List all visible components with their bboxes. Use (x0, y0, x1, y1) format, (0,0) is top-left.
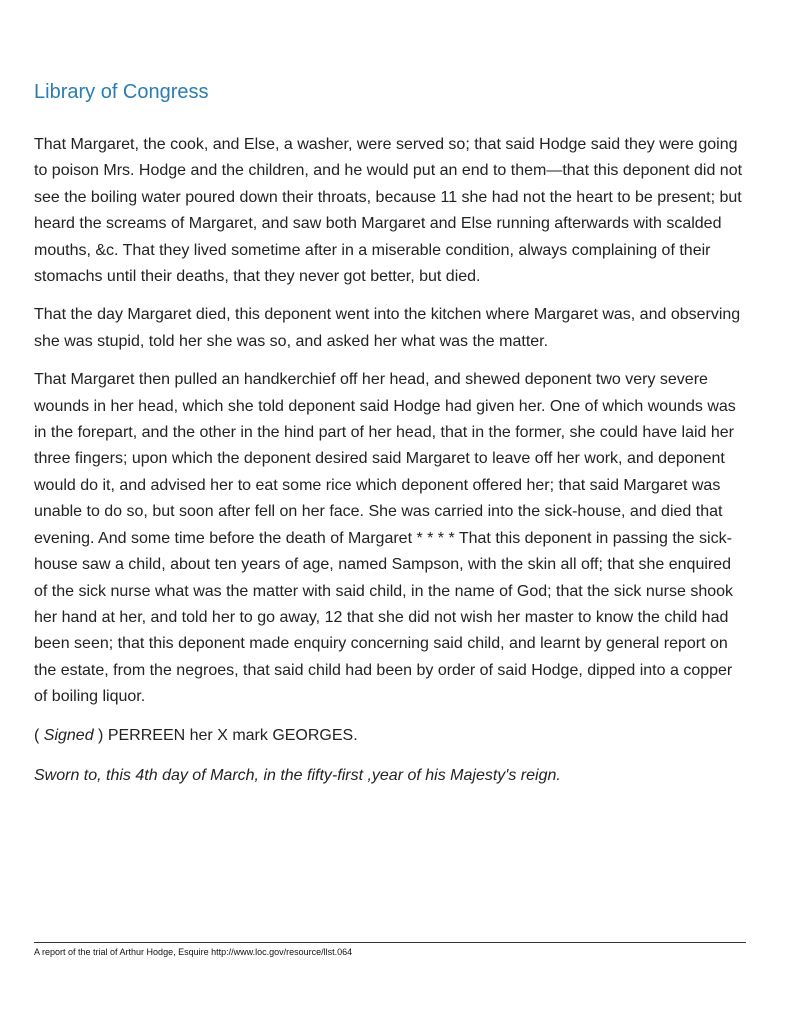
signature-open-paren: ( (34, 726, 44, 744)
paragraph-1: That Margaret, the cook, and Else, a washer, were served so; that said Hodge said they were going to poison Mrs. Hodge and the children, and he would put an end to them—that this deponent did not see the boiling water poured down their throats, because 11 she had not the heart to be present; but heard the screams of Margaret, and saw both Margaret and Else running afterwards with scalded mouths, &c. That they lived sometime after in a miserable condition, always complaining of their stomachs until their deaths, that they never got better, but died. (34, 136, 743, 286)
document-page (34, 0, 746, 1024)
paragraph-2: That the day Margaret died, this deponent went into the kitchen where Margaret was, and observing she was stupid, told her she was so, and asked her what was the matter. (34, 306, 741, 350)
sworn-statement: Sworn to, this 4th day of March, in the fifty-first ,year of his Majesty's reign. (34, 766, 561, 784)
footer-citation: A report of the trial of Arthur Hodge, Esquire http://www.loc.gov/resource/llst.064 (34, 947, 353, 957)
footer-divider (34, 942, 746, 943)
page-title: Library of Congress (34, 81, 209, 103)
paragraph-3: That Margaret then pulled an handkerchief off her head, and shewed deponent two very severe wounds in her head, which she told deponent said Hodge had given her. One of which wounds was in the forepart, and the other in the hind part of her head, that in the former, she could have laid her three fingers; upon which the deponent desired said Margaret to leave off her work, and deponent would do it, and advised her to eat some rice which deponent offered her; that said Margaret was unable to do so, but soon after fell on her face. She was carried into the sick-house, and died that evening. And some time before the death of Margaret * * * * That this deponent in passing the sick-house saw a child, about ten years of age, named Sampson, with the skin all off; that she enquired of the sick nurse what was the matter with said child, in the name of God; that the sick nurse shook her hand at her, and told her to go away, 12 that she did not wish her master to know the child had been seen; that this deponent made enquiry concerning said child, and learnt by general report on the estate, from the negroes, that said child had been by order of said Hodge, dipped into a copper of boiling liquor. (34, 371, 736, 706)
signature-close-paren: ) (93, 726, 108, 744)
signature-text: PERREEN her X mark GEORGES. (107, 726, 358, 744)
document-body (34, 132, 746, 789)
signed-label: Signed (43, 726, 94, 744)
signature-line (34, 723, 746, 749)
